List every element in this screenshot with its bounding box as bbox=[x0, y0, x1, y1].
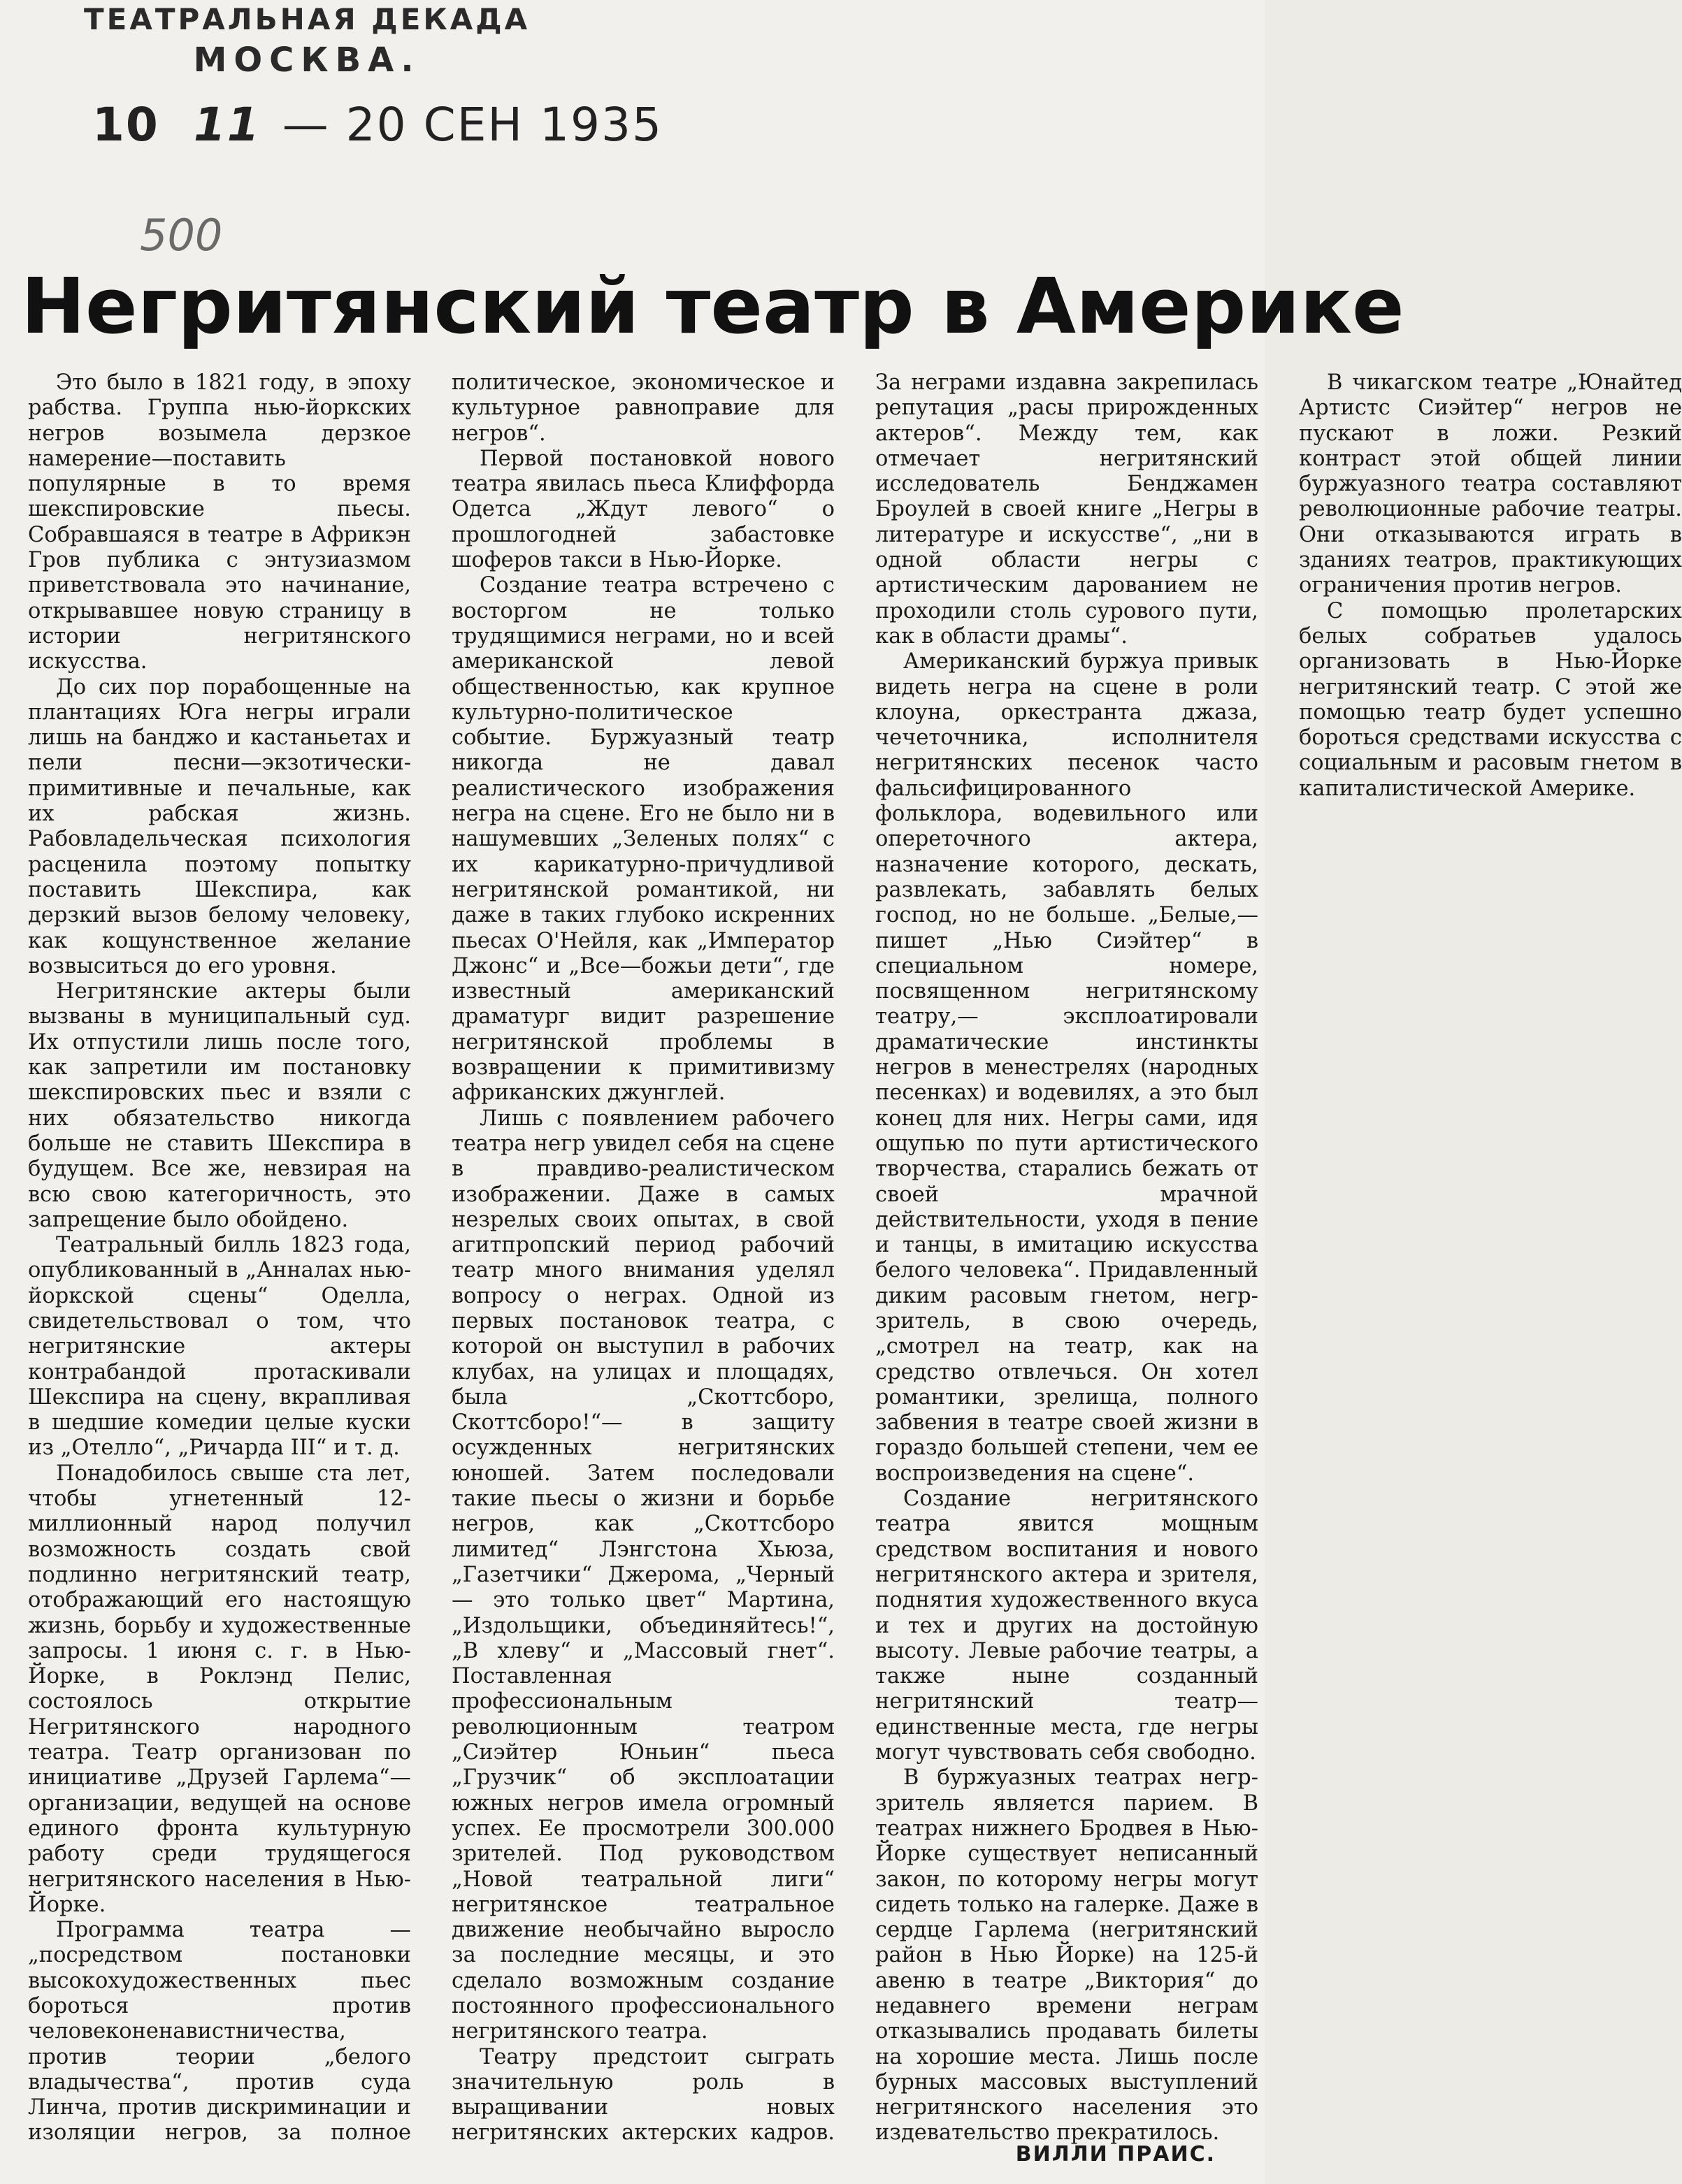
pencil-note: 500 bbox=[140, 210, 223, 261]
article-paragraph: Программа театра — „посредством постановки высокохудожественных пьес бороться против человеконенавистничества, против теории „белого владычества“, против суда Линча, против дискриминации и изоляции негров, за полное политическое, экономическое и культурное равноправие для негров“. bbox=[28, 370, 835, 2146]
date-stamp bbox=[92, 98, 663, 152]
article-paragraph: В чикагском театре „Юнайтед Артистс Сиэйтер“ негров не пускают в ложи. Резкий контраст этой общей линии буржуазного театра составляют революционные рабочие театры. Они отказываются играть в зданиях театров, практикующих ограничения против негров. bbox=[1299, 370, 1682, 598]
stamp-publication-name: ТЕАТРАЛЬНАЯ ДЕКАДА bbox=[84, 2, 531, 36]
article-paragraph: Театру предстоит сыграть значительную роль в выращивании новых негритянских актерских кадров. За неграми издавна закрепилась репутация „расы прирожденных актеров“. Между тем, как отмечает негритянский исследователь Бенджамен Броулей в своей книге „Негры в литературе и искусстве“, „ни в одной области негры с артистическим дарованием не проходили столь сурового пути, как в области драмы“. bbox=[452, 370, 1258, 2146]
article-paragraph: Лишь с появлением рабочего театра негр увидел себя на сцене в правдиво-реалистическом изображении. Даже в самых незрелых своих опытах, в свой агитпропский период рабочий театр много внимания уделял вопросу о неграх. Одной из первых постановок театра, с которой он выступил в рабочих клубах, на улицах и площадях, была „Скоттсборо, Скоттсборо!“— в защиту осужденных негритянских юношей. Затем последовали такие пьесы о жизни и борьбе негров, как „Скоттсборо лимитед“ Лэнгстона Хьюза, „Газетчики“ Джерома, „Черный — это только цвет“ Мартина, „Издольщики, объединяйтесь!“, „В хлеву“ и „Массовый гнет“. Поставленная профессиональным революционным театром „Сиэйтер Юньин“ пьеса „Грузчик“ об эксплоатации южных негров имела огромный успех. Ее просмотрели 300.000 зрителей. Под руководством „Новой театральной лиги“ негритянское театральное движение необычайно выросло за последние месяцы, и это сделало возможным создание постоянного профессионального негритянского театра. bbox=[452, 1106, 835, 2044]
article-headline: Негритянский театр в Америке bbox=[21, 261, 1404, 351]
date-handwritten: 11 bbox=[193, 98, 261, 152]
article-paragraph: Понадобилось свыше ста лет, чтобы угнетенный 12-миллионный народ получил возможность создать свой подлинно негритянский театр, отображающий его настоящую жизнь, борьбу и художественные запросы. 1 июня с. г. в Нью-Йорке, в Роклэнд Пелис, состоялось открытие Негритянского народного театра. Театр организован по инициативе „Друзей Гарлема“—организации, ведущей на основе единого фронта культурную работу среди трудящегося негритянского населения в Нью-Йорке. bbox=[28, 1461, 411, 1917]
article-paragraph: Негритянские актеры были вызваны в муниципальный суд. Их отпустили лишь после того, как запретили им постановку шекспировских пьес и взяли с них обязательство никогда больше не ставить Шекспира в будущем. Все же, невзирая на всю свою категоричность, это запрещение было обойдено. bbox=[28, 979, 411, 1232]
article-body bbox=[28, 370, 1682, 2167]
article-paragraph: Создание негритянского театра явится мощным средством воспитания и нового негритянского актера и зрителя, поднятия художественного вкуса и тех и других на достойную высоту. Левые рабочие театры, а также ныне созданный негритянский театр—единственные места, где негры могут чувствовать себя свободно. bbox=[875, 1487, 1258, 1765]
publication-stamp bbox=[84, 0, 530, 81]
stamp-city: МОСКВА. bbox=[193, 41, 421, 80]
date-rest: — 20 СЕН 1935 bbox=[282, 98, 663, 152]
article-paragraph: Это было в 1821 году, в эпоху рабства. Группа нью-йоркских негров возымела дерзкое намерение—поставить популярные в то время шекспировские пьесы. Собравшаяся в театре в Африкэн Гров публика с энтузиазмом приветствовала это начинание, открывавшее новую страницу в истории негритянского искусства. bbox=[28, 370, 411, 674]
article-paragraph: В буржуазных театрах негр-зритель является парием. В театрах нижнего Бродвея в Нью-Йорке существует неписанный закон, по которому негры могут сидеть только на галерке. Даже в сердце Гарлема (негритянский район в Нью Йорке) на 125-й авеню в театре „Виктория“ до недавнего времени неграм отказывались продавать билеты на хорошие места. Лишь после бурных массовых выступлений негритянского населения это издевательство прекратилось. bbox=[875, 1765, 1258, 2146]
date-day: 10 bbox=[92, 98, 159, 152]
article-paragraph: С помощью пролетарских белых собратьев удалось организовать в Нью-Йорке негритянский театр. С этой же помощью театр будет успешно бороться средствами искусства с социальным и расовым гнетом в капиталистической Америке. bbox=[1299, 598, 1682, 801]
author-byline: ВИЛЛИ ПРАИС. bbox=[1015, 2142, 1216, 2167]
article-paragraph: Создание театра встречено с восторгом не только трудящимися неграми, но и всей американской левой общественностью, как крупное культурно-политическое событие. Буржуазный театр никогда не давал реалистического изображения негра на сцене. Его не было ни в нашумевших „Зеленых полях“ с их карикатурно-причудливой негритянской романтикой, ни даже в таких глубоко искренних пьесах О'Нейля, как „Император Джонс“ и „Все—божьи дети“, где известный американский драматург видит разрешение негритянской проблемы в возвращении к примитивизму африканских джунглей. bbox=[452, 573, 835, 1106]
article-paragraph: Американский буржуа привык видеть негра на сцене в роли клоуна, оркестранта джаза, чечеточника, исполнителя негритянских песенок часто фальсифицированного фольклора, водевильного или опереточного актера, назначение которого, дескать, развлекать, забавлять белых господ, но не больше. „Белые,—пишет „Нью Сиэйтер“ в специальном номере, посвященном негритянскому театру,— эксплоатировали драматические инстинкты негров в менестрелях (народных песенках) и водевилях, а это был конец для них. Негры сами, идя ощупью по пути артистического творчества, старались бежать от своей мрачной действительности, уходя в пение и танцы, в имитацию искусства белого человека“. Придавленный диким расовым гнетом, негр-зритель, в свою очередь, „смотрел на театр, как на средство отвлечься. Он хотел романтики, зрелища, полного забвения в театре своей жизни в гораздо большей степени, чем ее воспроизведения на сцене“. bbox=[875, 649, 1258, 1486]
article-paragraph: Первой постановкой нового театра явилась пьеса Клиффорда Одетса „Ждут левого“ о прошлогодней забастовке шоферов такси в Нью-Йорке. bbox=[452, 446, 835, 573]
article-paragraph: До сих пор порабощенные на плантациях Юга негры играли лишь на банджо и кастаньетах и пели песни—экзотически-примитивные и печальные, как их рабская жизнь. Рабовладельческая психология расценила поэтому попытку поставить Шекспира, как дерзкий вызов белому человеку, как кощунственное желание возвыситься до его уровня. bbox=[28, 674, 411, 978]
article-paragraph: Театральный билль 1823 года, опубликованный в „Анналах нью-йоркской сцены“ Оделла, свидетельствовал о том, что негритянские актеры контрабандой протаскивали Шекспира на сцену, вкрапливая в шедшие комедии целые куски из „Отелло“, „Ричарда III“ и т. д. bbox=[28, 1233, 411, 1461]
